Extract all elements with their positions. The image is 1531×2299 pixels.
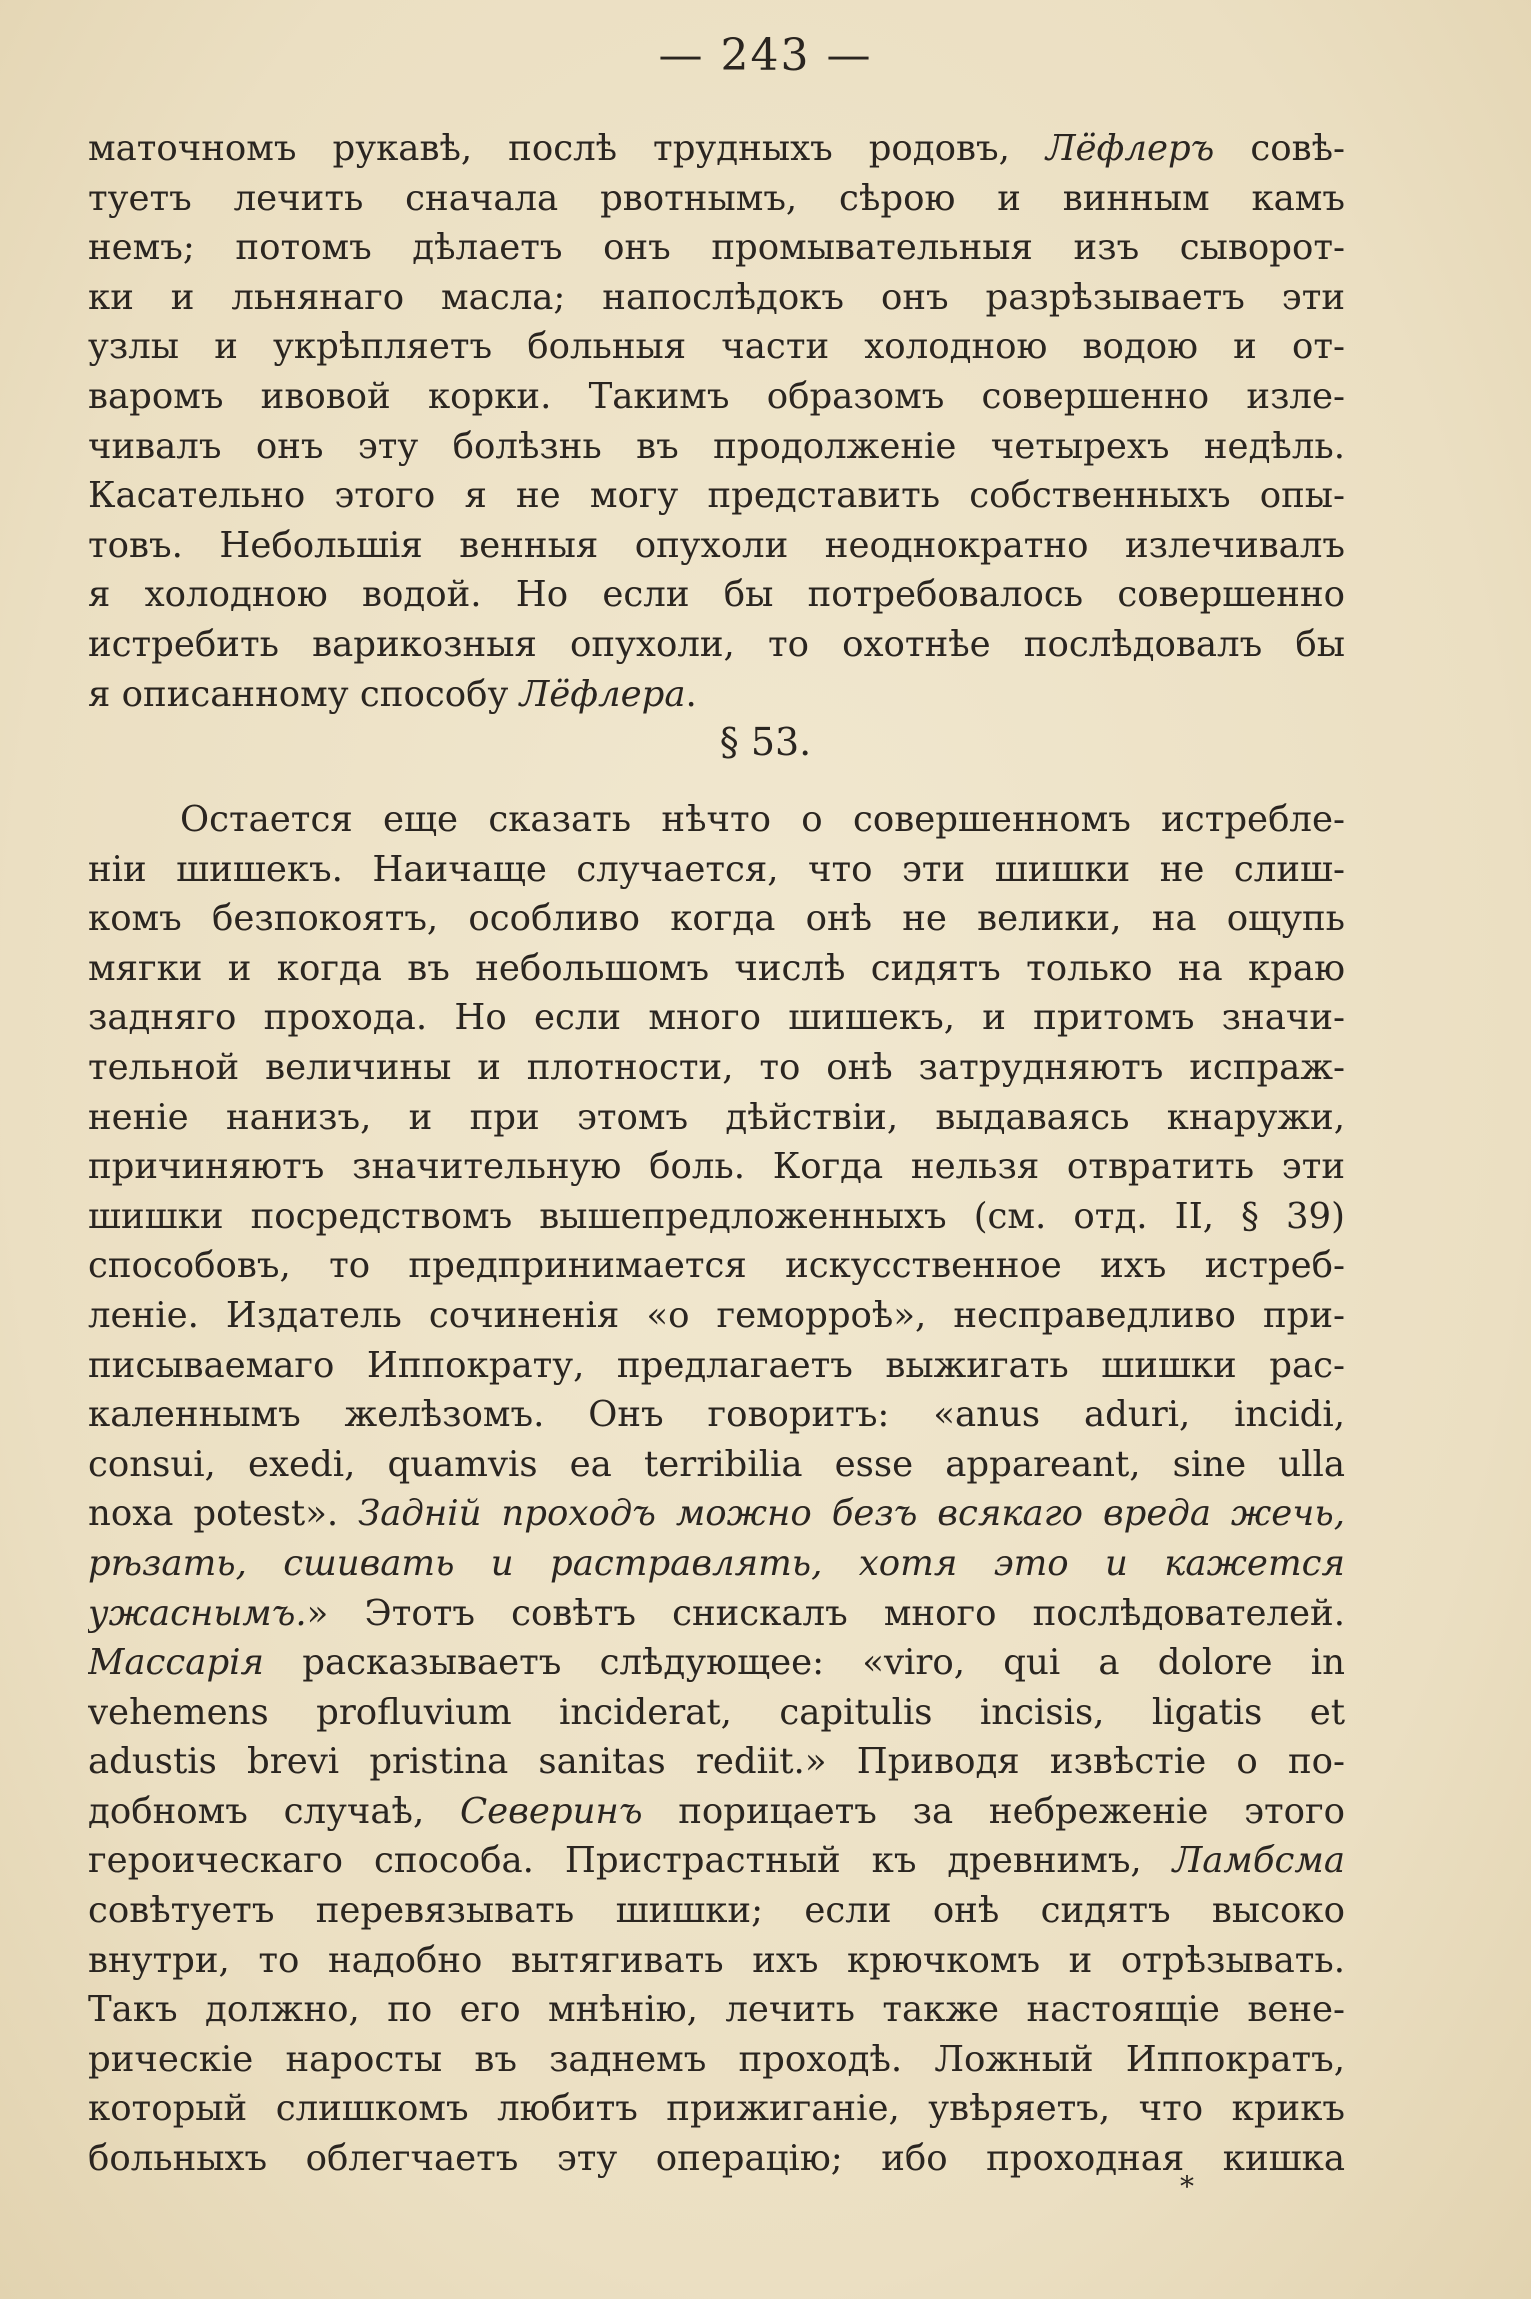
italic-name: Задній проходъ можно безъ всякаго вреда жечь, bbox=[358, 1493, 1345, 1535]
text-run: ки и льнянаго масла; напослѣдокъ онъ разрѣзываетъ эти bbox=[88, 276, 1345, 318]
text-line bbox=[88, 1787, 1345, 1837]
text-run: Остается еще сказать нѣчто о совершенномъ истребле- bbox=[180, 799, 1345, 840]
text-run: рическіе наросты въ заднемъ проходѣ. Ложный Иппократъ, bbox=[88, 2038, 1345, 2080]
text-line bbox=[88, 795, 1345, 845]
text-line bbox=[88, 620, 1345, 670]
text-run: шишки посредствомъ вышепредложенныхъ (см. отд. II, § 39) bbox=[88, 1195, 1345, 1237]
text-run: Касательно этого я не могу представить собственныхъ опы- bbox=[88, 475, 1345, 517]
text-run: мягки и когда въ небольшомъ числѣ сидятъ только на краю bbox=[88, 947, 1345, 989]
text-line bbox=[88, 1638, 1345, 1688]
text-run: я холодною водой. Но если бы потребовалось совершенно bbox=[88, 574, 1345, 616]
signature-mark: * bbox=[1180, 2170, 1194, 2203]
text-run: . bbox=[685, 673, 697, 715]
page-number: — 243 — bbox=[658, 30, 873, 81]
text-line bbox=[88, 422, 1345, 472]
text-line bbox=[88, 944, 1345, 994]
text-run: варомъ ивовой корки. Такимъ образомъ совершенно изле- bbox=[88, 375, 1345, 417]
text-line bbox=[88, 2134, 1345, 2184]
text-line bbox=[88, 894, 1345, 944]
text-line bbox=[88, 124, 1345, 174]
text-run: который слишкомъ любитъ прижиганіе, увѣряетъ, что крикъ bbox=[88, 2088, 1345, 2130]
text-line bbox=[88, 1341, 1345, 1391]
text-line bbox=[88, 273, 1345, 323]
paragraph-2 bbox=[88, 795, 1345, 2184]
text-line bbox=[88, 223, 1345, 273]
text-line bbox=[88, 1440, 1345, 1490]
text-line bbox=[88, 993, 1345, 1043]
text-run: чивалъ онъ эту болѣзнь въ продолженіе четырехъ недѣль. bbox=[88, 425, 1345, 467]
italic-name: рѣзать, сшивать и растравлять, хотя это и кажется bbox=[88, 1542, 1345, 1584]
text-run: внутри, то надобно вытягивать ихъ крючкомъ и отрѣзывать. bbox=[88, 1939, 1345, 1981]
text-run: vehemens profluvium inciderat, capitulis incisis, ligatis et bbox=[88, 1691, 1345, 1733]
text-run: добномъ случаѣ, bbox=[88, 1790, 460, 1832]
paragraph-1 bbox=[88, 124, 1345, 719]
text-run: совѣ- bbox=[1214, 128, 1345, 169]
text-line bbox=[88, 2035, 1345, 2085]
text-line bbox=[88, 1688, 1345, 1738]
text-line bbox=[88, 1589, 1345, 1639]
section-heading: § 53. bbox=[719, 720, 812, 764]
text-run: Такъ должно, по его мнѣнію, лечить также настоящіе вене- bbox=[88, 1989, 1345, 2031]
text-line bbox=[88, 1936, 1345, 1986]
text-run: » Этотъ совѣтъ снискалъ много послѣдователей. bbox=[306, 1592, 1345, 1634]
text-line bbox=[88, 1737, 1345, 1787]
text-line bbox=[88, 1192, 1345, 1242]
text-run: способовъ, то предпринимается искусственное ихъ истреб- bbox=[88, 1245, 1345, 1287]
text-line bbox=[88, 322, 1345, 372]
text-run: героическаго способа. Пристрастный къ древнимъ, bbox=[88, 1840, 1173, 1882]
text-line bbox=[88, 1241, 1345, 1291]
text-line bbox=[88, 1291, 1345, 1341]
text-run: adustis brevi pristina sanitas rediit.» Приводя извѣстіе о по- bbox=[88, 1741, 1345, 1783]
text-run: туетъ лечить сначала рвотнымъ, сѣрою и винным камъ bbox=[88, 177, 1345, 219]
text-line bbox=[88, 174, 1345, 224]
text-run: порицаетъ за небреженіе этого bbox=[642, 1790, 1345, 1832]
text-run: товъ. Небольшія венныя опухоли неоднократно излечивалъ bbox=[88, 524, 1345, 566]
italic-name: Северинъ bbox=[460, 1790, 643, 1832]
text-line bbox=[88, 1093, 1345, 1143]
text-line bbox=[88, 2084, 1345, 2134]
text-run: каленнымъ желѣзомъ. Онъ говоритъ: «anus aduri, incidi, bbox=[88, 1394, 1345, 1436]
text-run: тельной величины и плотности, то онѣ затрудняютъ испраж- bbox=[88, 1046, 1345, 1088]
italic-name: Лёфлеръ bbox=[1045, 128, 1215, 169]
text-run: consui, exedi, quamvis ea terribilia esse appareant, sine ulla bbox=[88, 1443, 1345, 1485]
text-run: noxa potest». bbox=[88, 1493, 359, 1535]
text-line bbox=[88, 1142, 1345, 1192]
italic-name: Ламбсма bbox=[1172, 1840, 1345, 1882]
text-run: узлы и укрѣпляетъ больныя части холодною водою и от- bbox=[88, 326, 1345, 368]
text-run: совѣтуетъ перевязывать шишки; если онѣ сидятъ высоко bbox=[88, 1890, 1345, 1932]
text-run: комъ безпокоятъ, особливо когда онѣ не велики, на ощупь bbox=[88, 898, 1345, 940]
text-line bbox=[88, 670, 1345, 720]
italic-name: Массарія bbox=[88, 1642, 265, 1684]
text-line bbox=[88, 1985, 1345, 2035]
text-run: задняго прохода. Но если много шишекъ, и притомъ значи- bbox=[88, 997, 1345, 1039]
text-line bbox=[88, 372, 1345, 422]
text-run: больныхъ облегчаетъ эту операцію; ибо проходная кишка bbox=[88, 2138, 1345, 2180]
text-line bbox=[88, 471, 1345, 521]
text-run: расказываетъ слѣдующее: «viro, qui a dolore in bbox=[264, 1642, 1345, 1684]
text-line bbox=[88, 1886, 1345, 1936]
text-run: ніи шишекъ. Наичаще случается, что эти шишки не слиш- bbox=[88, 848, 1345, 890]
text-run: маточномъ рукавѣ, послѣ трудныхъ родовъ, bbox=[88, 128, 1046, 169]
text-run: истребить варикозныя опухоли, то охотнѣе послѣдовалъ бы bbox=[88, 623, 1345, 665]
text-run: леніе. Издатель сочиненія «о геморроѣ», несправедливо при- bbox=[88, 1294, 1345, 1336]
text-run: неніе нанизъ, и при этомъ дѣйствіи, выдаваясь кнаружи, bbox=[88, 1096, 1345, 1138]
text-line bbox=[88, 570, 1345, 620]
text-run: я описанному способу bbox=[88, 673, 520, 715]
text-line bbox=[88, 1539, 1345, 1589]
text-line bbox=[88, 1836, 1345, 1886]
text-line bbox=[88, 1489, 1345, 1539]
text-line bbox=[88, 1390, 1345, 1440]
italic-name: ужаснымъ. bbox=[88, 1592, 307, 1634]
text-run: причиняютъ значительную боль. Когда нельзя отвратить эти bbox=[88, 1146, 1345, 1188]
text-run: писываемаго Иппократу, предлагаетъ выжигать шишки рас- bbox=[88, 1344, 1345, 1386]
text-line bbox=[88, 1043, 1345, 1093]
text-line bbox=[88, 845, 1345, 895]
text-run: немъ; потомъ дѣлаетъ онъ промывательныя изъ сыворот- bbox=[88, 227, 1345, 269]
italic-name: Лёфлера bbox=[519, 673, 686, 715]
text-line bbox=[88, 521, 1345, 571]
